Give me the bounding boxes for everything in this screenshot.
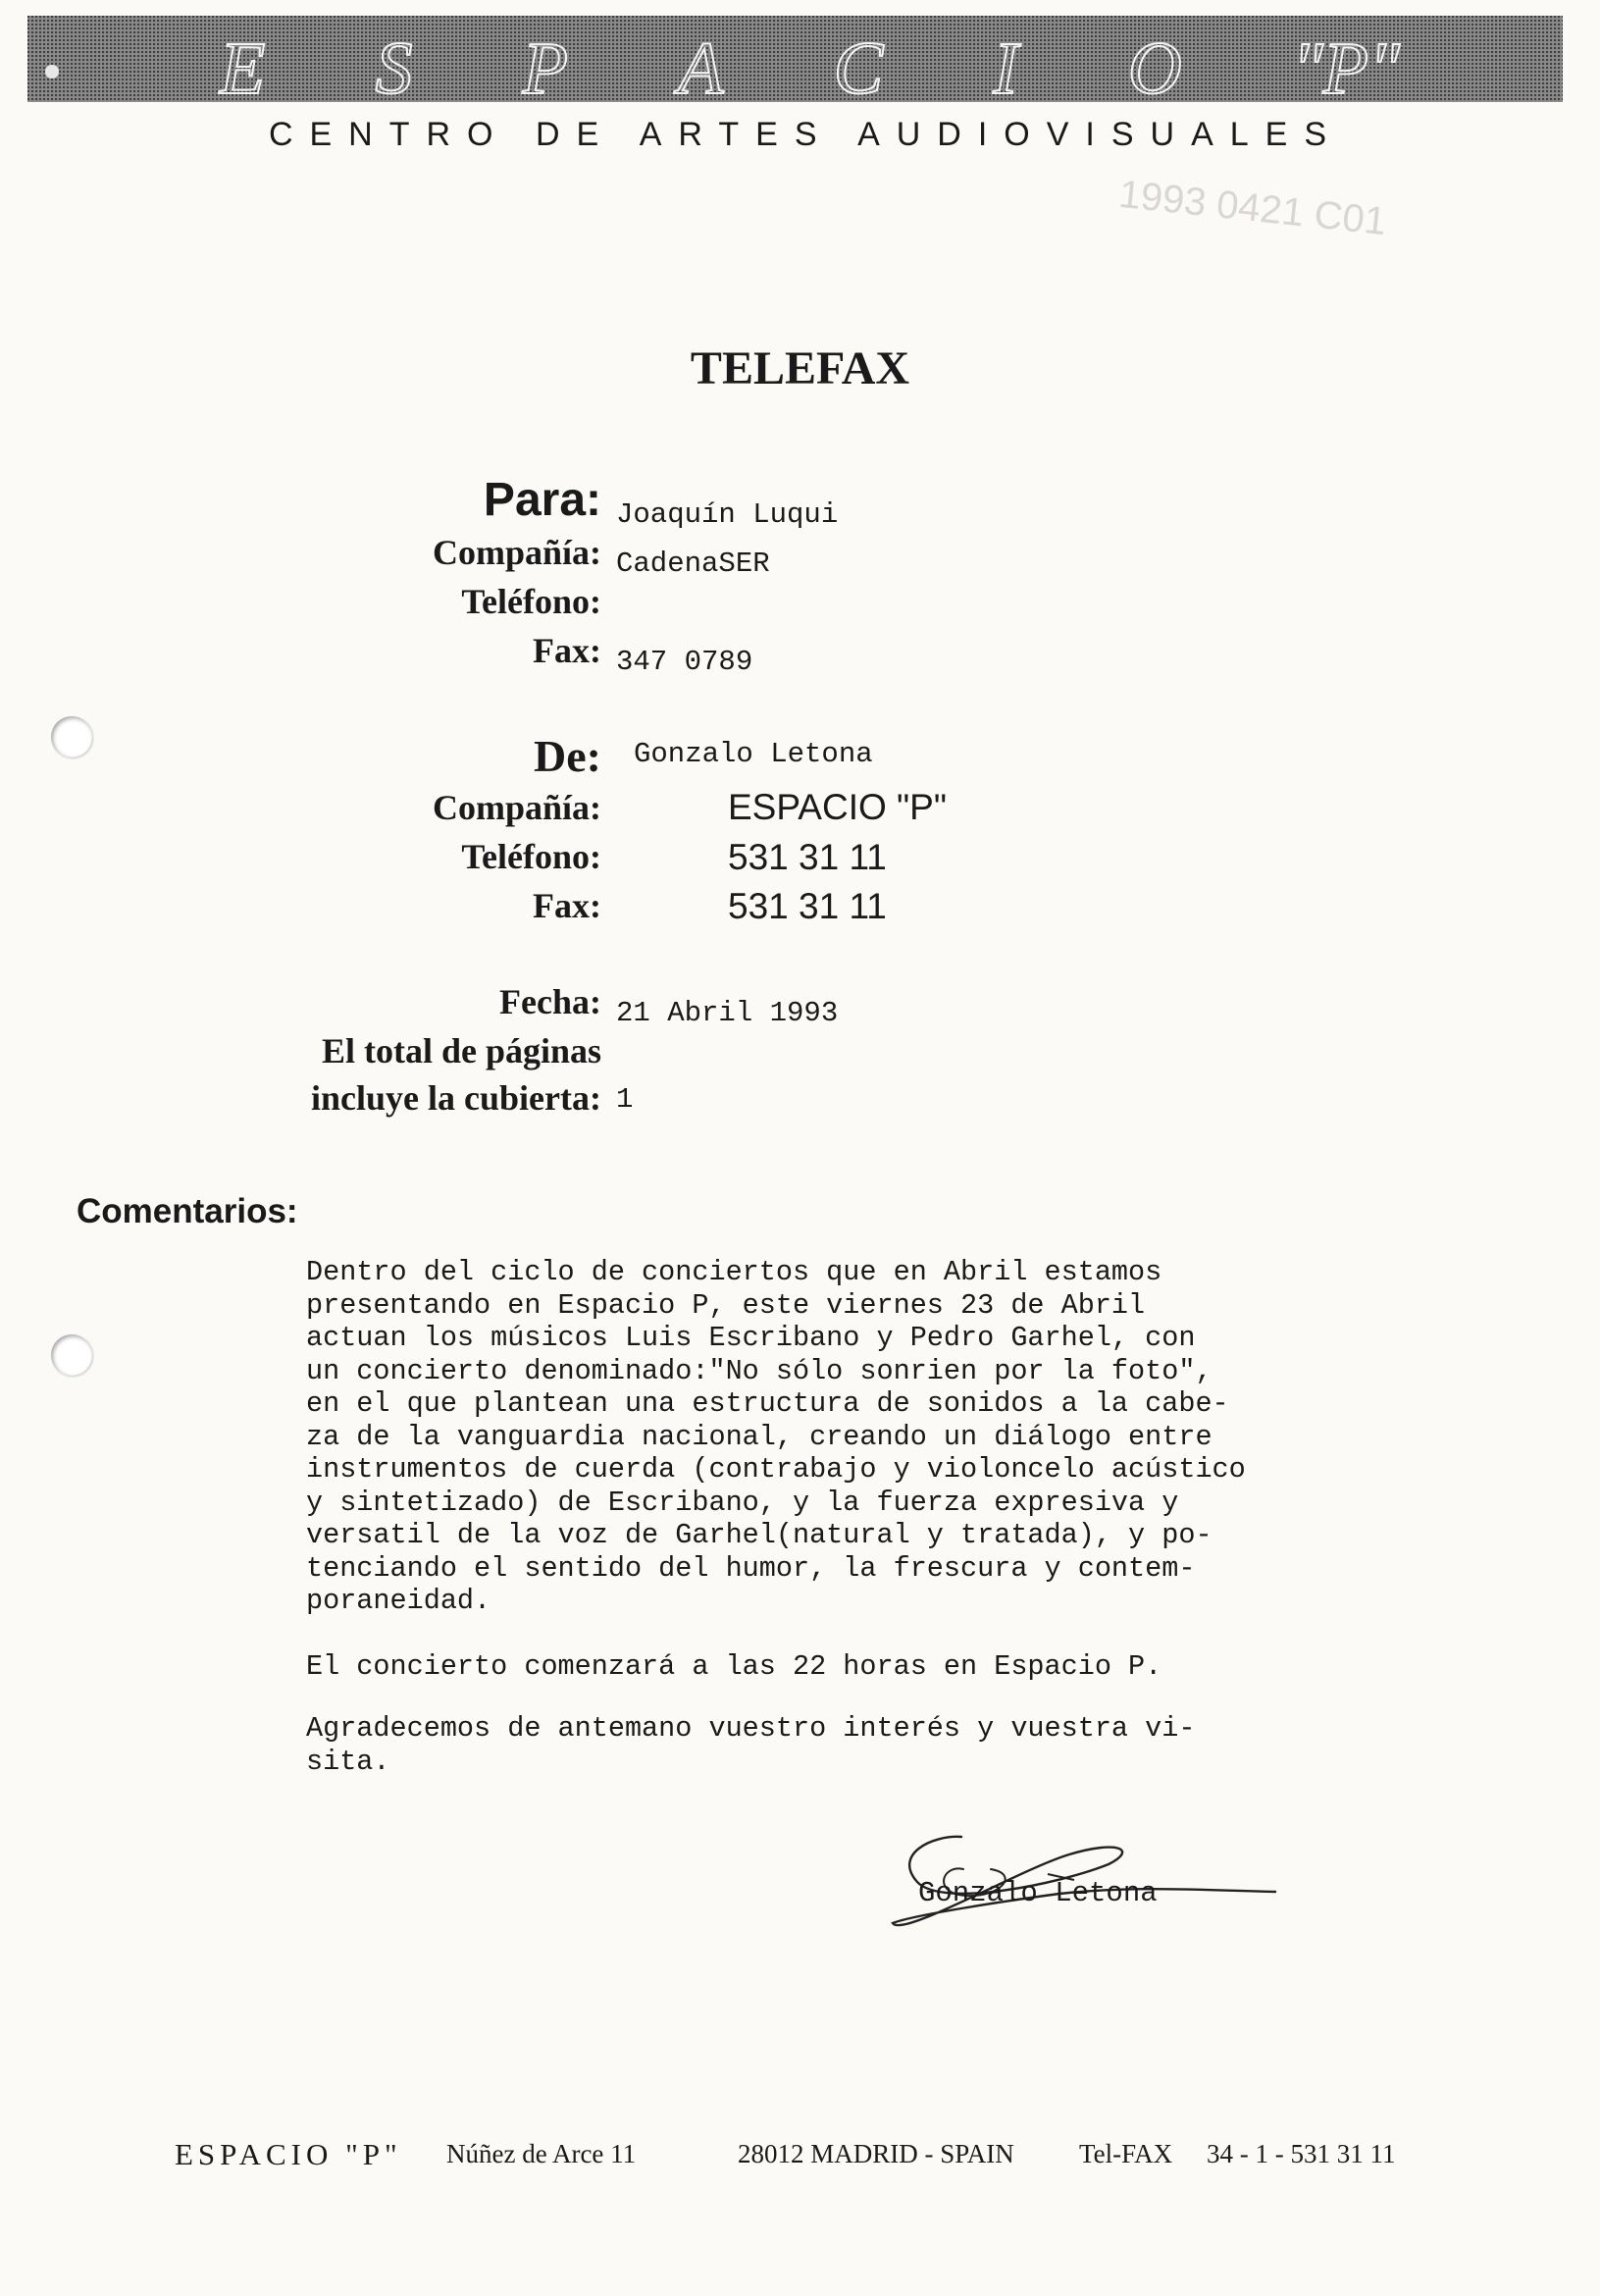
- signature-typed-name: Gonzalo Letona: [918, 1877, 1158, 1909]
- banner-letter: A: [678, 27, 724, 102]
- pages-label-line1: El total de páginas: [321, 1031, 601, 1070]
- to-company-value: CadenaSER: [616, 548, 770, 580]
- letterhead-footer: [0, 2139, 1600, 2178]
- from-company-label: Compañía:: [432, 788, 601, 827]
- para-label: Para:: [483, 474, 601, 526]
- pages-label-line2: incluye la cubierta:: [311, 1078, 601, 1118]
- banner-letter: "P": [1291, 27, 1400, 102]
- to-company-label: Compañía:: [432, 533, 601, 572]
- footer-name: ESPACIO "P": [175, 2137, 402, 2171]
- banner-letter: I: [993, 27, 1018, 102]
- letterhead-banner: [27, 16, 1563, 102]
- comments-heading: Comentarios:: [77, 1192, 298, 1230]
- from-phone-label: Teléfono:: [461, 837, 601, 876]
- de-label: De:: [534, 731, 601, 781]
- banner-logo-letters: [27, 16, 1563, 102]
- footer-telfax-number: 34 - 1 - 531 31 11: [1207, 2139, 1396, 2168]
- footer-city: 28012 MADRID - SPAIN: [738, 2139, 1014, 2168]
- letterhead-subtitle: CENTRO DE ARTES AUDIOVISUALES: [268, 116, 1344, 153]
- comment-paragraph: Agradecemos de antemano vuestro interés y vuestra vi- sita.: [306, 1712, 1196, 1778]
- banner-letter: P: [522, 27, 569, 102]
- footer-address: Núñez de Arce 11: [446, 2139, 637, 2168]
- from-company-value: ESPACIO "P": [728, 787, 947, 827]
- date-value: 21 Abril 1993: [616, 997, 839, 1029]
- comments-body: [306, 1256, 1434, 1810]
- comment-paragraph: Dentro del ciclo de conciertos que en Abril estamos presentando en Espacio P, este viernes 23 de Abril actuan los músicos Luis Escribano y Pedro Garhel, con un concierto denominado:"No sólo sonrien por la foto", en el que plantean una estructura de sonidos a la cabe- za de la vanguardia nacional, creando un diálogo entre instrumentos de cuerda (contrabajo y violoncelo acústico y sintetizado) de Escribano, y la fuerza expresiva y versatil de la voz de Garhel(natural y tratada), y po- tenciando el sentido del humor, la frescura y contem- poraneidad.: [306, 1256, 1246, 1617]
- para-value: Joaquín Luqui: [616, 498, 839, 531]
- from-fax-value: 531 31 11: [728, 886, 887, 926]
- pages-value: 1: [616, 1083, 634, 1116]
- de-value: Gonzalo Letona: [634, 738, 873, 770]
- comment-paragraph: El concierto comenzará a las 22 horas en Espacio P.: [306, 1649, 1162, 1683]
- from-fax-label: Fax:: [533, 886, 601, 925]
- banner-letter: C: [833, 27, 884, 102]
- footer-telfax-label: Tel-FAX: [1079, 2139, 1173, 2168]
- document-title: TELEFAX: [690, 342, 910, 394]
- banner-letter: S: [375, 27, 413, 102]
- banner-letter: O: [1127, 27, 1182, 102]
- to-fax-label: Fax:: [533, 631, 601, 670]
- to-phone-label: Teléfono:: [461, 582, 601, 621]
- punch-hole: [51, 716, 92, 757]
- date-label: Fecha:: [499, 982, 601, 1021]
- to-fax-value: 347 0789: [616, 646, 753, 678]
- banner-letter: E: [220, 27, 266, 102]
- from-phone-value: 531 31 11: [728, 837, 887, 877]
- archive-stamp: 1993 0421 C01: [1116, 172, 1389, 244]
- punch-hole: [51, 1334, 92, 1376]
